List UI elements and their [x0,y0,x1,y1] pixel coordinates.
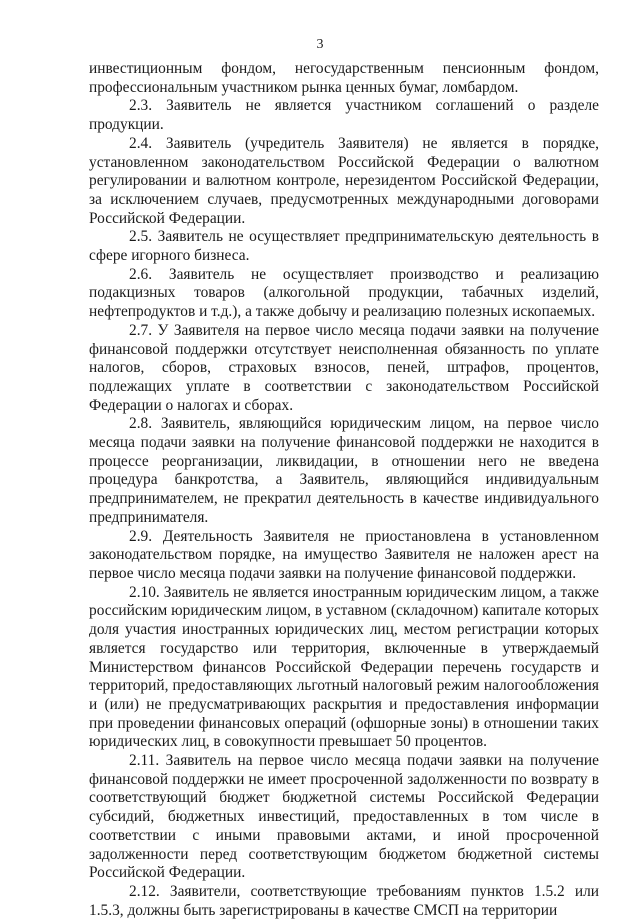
document-body [89,60,599,920]
paragraph-2-9: 2.9. Деятельность Заявителя не приостановлена в установленном законодательством порядке, на имущество Заявителя не наложен арест на первое число месяца подачи заявки на получение финансовой поддержки. [89,527,599,582]
paragraph-2-8: 2.8. Заявитель, являющийся юридическим лицом, на первое число месяца подачи заявки на получение финансовой поддержки не находится в процессе реорганизации, ликвидации, в отношении него не введена процедура банкротства, а Заявитель, являющийся индивидуальным предпринимателем, не прекратил деятельность в качестве индивидуального предпринимателя. [89,415,599,526]
paragraph-2-6: 2.6. Заявитель не осуществляет производство и реализацию подакцизных товаров (алкогольной продукции, табачных изделий, нефтепродуктов и т.д.), а также добычу и реализацию полезных ископаемых. [89,265,599,321]
paragraph-2-5: 2.5. Заявитель не осуществляет предпринимательскую деятельность в сфере игорного бизнеса. [89,228,599,265]
paragraph-2-3: 2.3. Заявитель не является участником соглашений о разделе продукции. [89,97,599,134]
page-number: 3 [316,37,324,52]
paragraph-2-12: 2.12. Заявители, соответствующие требованиям пунктов 1.5.2 или 1.5.3, должны быть зарегистрированы в качестве СМСП на территории [89,882,599,919]
paragraph-2-7: 2.7. У Заявителя на первое число месяца подачи заявки на получение финансовой поддержки отсутствует неисполненная обязанность по уплате налогов, сборов, страховых взносов, пеней, штрафов, процентов, подлежащих уплате в соответствии с законодательством Российской Федерации о налогах и сборах. [89,321,599,414]
paragraph-2-10: 2.10. Заявитель не является иностранным юридическим лицом, а также российским юридическим лицом, в уставном (складочном) капитале которых доля участия иностранных юридических лиц, местом регистрации которых является государство или территория, включенные в утверждаемый Министерством финансов Российской Федерации перечень государств и территорий, предоставляющих льготный налоговый режим налогообложения и (или) не предусматривающих раскрытия и предоставления информации при проведении финансовых операций (офшорные зоны) в отношении таких юридических лиц, в совокупности превышает 50 процентов. [89,583,599,751]
paragraph-2-4: 2.4. Заявитель (учредитель Заявителя) не является в порядке, установленном законодательством Российской Федерации о валютном регулировании и валютном контроле, нерезидентом Российской Федерации, за исключением случаев, предусмотренных международными договорами Российской Федерации. [89,134,599,227]
paragraph-2-11: 2.11. Заявитель на первое число месяца подачи заявки на получение финансовой поддержки не имеет просроченной задолженности по возврату в соответствующий бюджет бюджетной системы Российской Федерации субсидий, бюджетных инвестиций, предоставленных в том числе в соответствии с иными правовыми актами, и иной просроченной задолженности перед соответствующим бюджетом бюджетной системы Российской Федерации. [89,752,599,882]
paragraph-continuation: инвестиционным фондом, негосударственным пенсионным фондом, профессиональным участником рынка ценных бумаг, ломбардом. [89,60,599,96]
